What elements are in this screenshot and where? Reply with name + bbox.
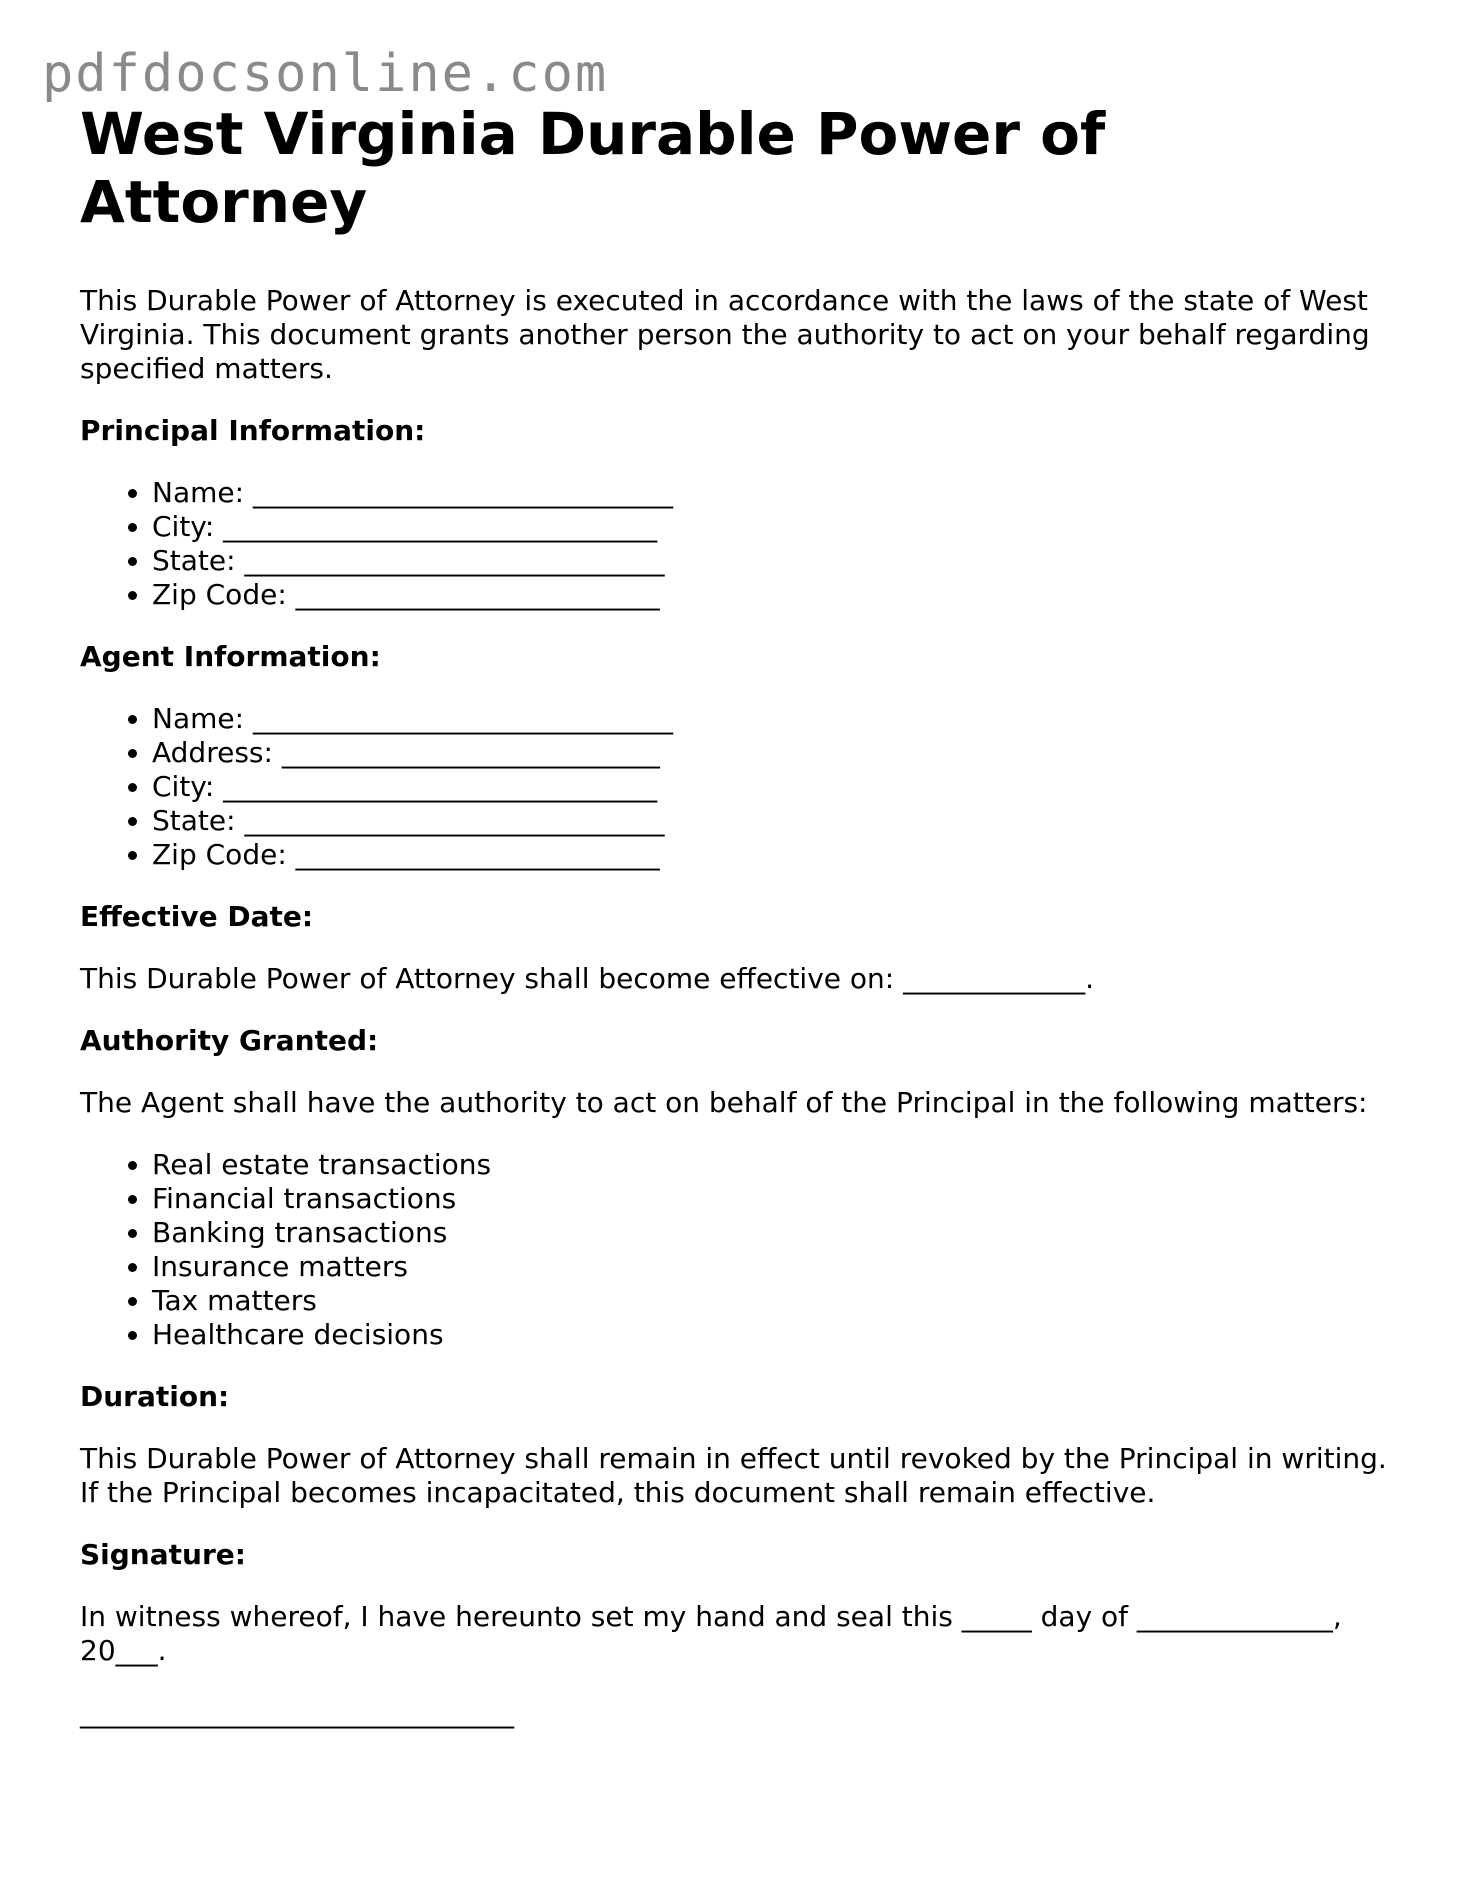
agent-zip-field: • Zip Code: __________________________ — [152, 838, 1400, 872]
agent-address-field: • Address: ___________________________ — [152, 736, 1400, 770]
duration-heading: Duration: — [80, 1380, 230, 1413]
agent-name-field: • Name: ______________________________ — [152, 702, 1400, 736]
agent-state-field: • State: ______________________________ — [152, 804, 1400, 838]
document-page — [80, 100, 1400, 1730]
signature-line: _______________________________ — [80, 1696, 514, 1729]
signature-text: In witness whereof, I have hereunto set my hand and seal this _____ day of ______________, 20___. — [80, 1600, 1342, 1667]
watermark: pdfdocsonline.com — [42, 44, 609, 104]
authority-heading: Authority Granted: — [80, 1024, 379, 1057]
document-title: West Virginia Durable Power of Attorney — [80, 100, 1106, 236]
principal-fields — [80, 476, 1400, 612]
principal-heading: Principal Information: — [80, 414, 426, 447]
authority-item: • Real estate transactions — [152, 1148, 1400, 1182]
effective-date-text: This Durable Power of Attorney shall become effective on: _____________. — [80, 962, 1095, 995]
principal-state-field: • State: ______________________________ — [152, 544, 1400, 578]
authority-item: • Banking transactions — [152, 1216, 1400, 1250]
authority-list — [80, 1148, 1400, 1352]
authority-item: • Insurance matters — [152, 1250, 1400, 1284]
agent-city-field: • City: _______________________________ — [152, 770, 1400, 804]
agent-heading: Agent Information: — [80, 640, 381, 673]
duration-text: This Durable Power of Attorney shall remain in effect until revoked by the Principal in writing. If the Principal becomes incapacitated, this document shall remain effective. — [80, 1442, 1387, 1509]
effective-date-heading: Effective Date: — [80, 900, 314, 933]
authority-text: The Agent shall have the authority to act on behalf of the Principal in the following matters: — [80, 1086, 1368, 1119]
signature-heading: Signature: — [80, 1538, 246, 1571]
principal-city-field: • City: _______________________________ — [152, 510, 1400, 544]
agent-fields — [80, 702, 1400, 872]
principal-name-field: • Name: ______________________________ — [152, 476, 1400, 510]
authority-item: • Tax matters — [152, 1284, 1400, 1318]
intro-paragraph: This Durable Power of Attorney is executed in accordance with the laws of the state of West Virginia. This document grants another person the authority to act on your behalf regarding specified matters. — [80, 284, 1370, 385]
authority-item: • Healthcare decisions — [152, 1318, 1400, 1352]
authority-item: • Financial transactions — [152, 1182, 1400, 1216]
principal-zip-field: • Zip Code: __________________________ — [152, 578, 1400, 612]
